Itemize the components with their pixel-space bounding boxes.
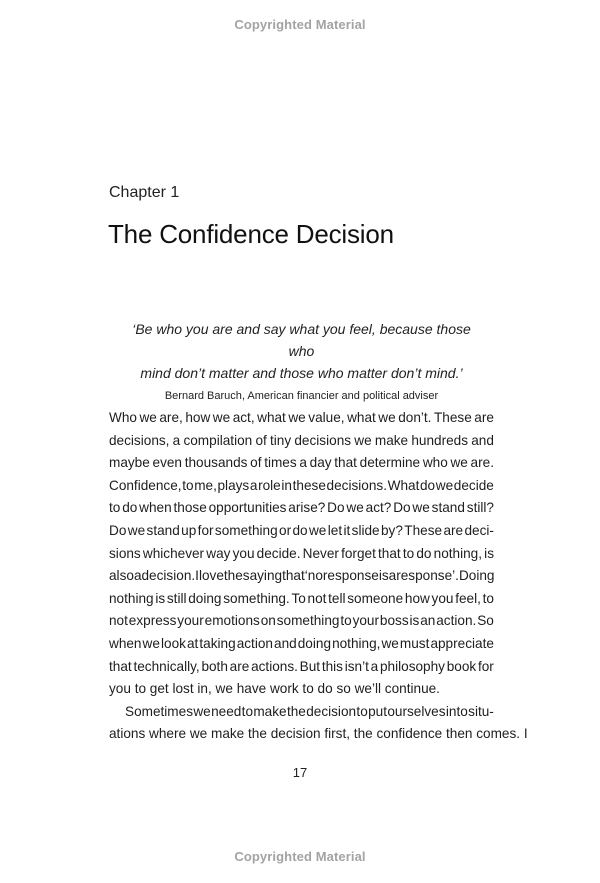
- body-line: ations where we make the decision first, the confidence then comes. I: [109, 726, 528, 742]
- body-line: also a decision. I love the saying that ‘no response is a response’. Doing: [109, 568, 495, 584]
- body-line: to do when those opportunities arise? Do we act? Do we stand still?: [109, 500, 494, 516]
- chapter-title: The Confidence Decision: [108, 219, 394, 249]
- body-line: nothing is still doing something. To not tell someone how you feel, to: [109, 590, 494, 606]
- body-line: Sometimes we need to make the decision to put ourselves into situ-: [125, 703, 494, 719]
- body-line: Do we stand up for something or do we let it slide by? These are deci-: [109, 522, 494, 538]
- body-line: Who we are, how we act, what we value, what we don’t. These are: [109, 410, 494, 425]
- body-line: sions whichever way you decide. Never forget that to do nothing, is: [109, 545, 494, 561]
- epigraph-quote-line: ‘Be who you are and say what you feel, because those who: [132, 321, 471, 359]
- epigraph: [109, 318, 494, 402]
- body-line: when we look at taking action and doing nothing, we must appreciate: [109, 635, 494, 651]
- epigraph-quote-line: mind don’t matter and those who matter don’t mind.’: [140, 365, 463, 381]
- copyright-watermark-bottom: Copyrighted Material: [234, 849, 366, 864]
- epigraph-attribution: Bernard Baruch, American financier and political adviser: [164, 390, 439, 402]
- body-line: not express your emotions on something to your boss is an action. So: [109, 613, 494, 629]
- body-text: [109, 407, 528, 746]
- body-line: that technically, both are actions. But this isn’t a philosophy book for: [109, 658, 494, 674]
- body-line: you to get lost in, we have work to do so we’ll continue.: [109, 681, 440, 697]
- epigraph-quote: [109, 318, 494, 384]
- page-number: 17: [292, 765, 308, 780]
- chapter-label: Chapter 1: [109, 184, 180, 201]
- body-line: maybe even thousands of times a day that determine who we are.: [109, 455, 494, 471]
- body-line: decisions, a compilation of tiny decisions we make hundreds and: [109, 432, 494, 448]
- body-line: Confidence, to me, plays a role in these decisions. What do we decide: [109, 477, 494, 493]
- copyright-watermark-top: Copyrighted Material: [234, 17, 366, 32]
